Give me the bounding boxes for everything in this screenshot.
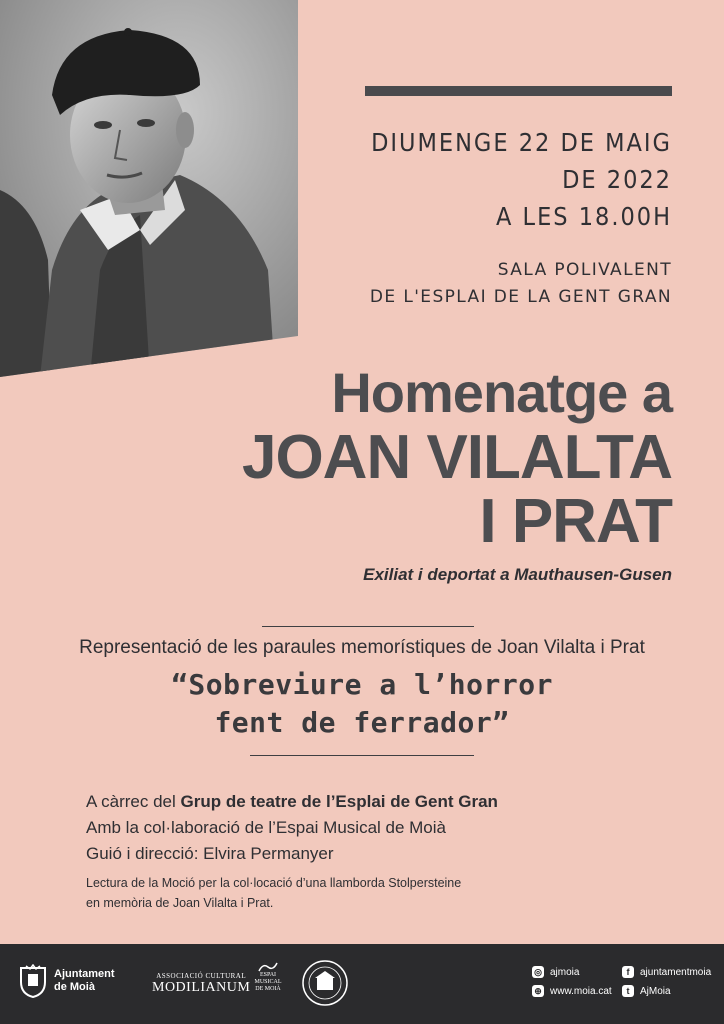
music-icon [257,962,279,972]
ajuntament-town: de Moià [54,981,95,993]
facebook-icon: f [622,966,634,978]
espai-musical-logo [252,962,284,993]
credits [86,789,498,913]
divider-line [250,755,474,756]
title-line: Homenatge a [331,361,672,424]
esplai-seal-icon [300,958,350,1008]
modilianum-name: MODILIANUM [152,980,251,995]
espai-line: DE MOIÀ [255,986,281,992]
modilianum-subtitle: ASSOCIACIÓ CULTURAL [156,972,247,980]
note-line: Lectura de la Moció per la col·locació d’una llamborda Stolpersteine [86,876,462,890]
title-line: I PRAT [479,487,672,556]
divider-line [262,626,474,627]
modilianum-logo [152,972,250,995]
time-line: A LES 18.00H [496,202,672,231]
credit-line [86,789,498,815]
quote-line: fent de ferrador” [214,706,510,739]
subtitle: Exiliat i deportat a Mauthausen-Gusen [363,565,672,584]
credit-group-name: Grup de teatre de l’Esplai de Gent Gran [180,792,498,811]
event-date [371,124,672,235]
credit-line: Amb la col·laboració de l’Espai Musical de Moià [86,818,446,837]
venue-line: DE L'ESPLAI DE LA GENT GRAN [369,287,672,307]
twitter-link[interactable] [622,985,671,997]
venue-line: SALA POLIVALENT [497,260,672,280]
ajuntament-logo [18,964,115,998]
play-title-quote [0,666,724,742]
web-url: www.moia.cat [550,985,612,997]
web-icon: ⊕ [532,985,544,997]
representation-text: Representació de les paraules memorístiques de Joan Vilalta i Prat [79,637,645,658]
date-line: DE 2022 [562,165,672,194]
facebook-link[interactable] [622,966,711,978]
twitter-handle: AjMoia [640,985,671,997]
espai-line: ESPAI [259,972,277,978]
credit-line: Guió i direcció: Elvira Permanyer [86,844,334,863]
page-title [242,360,672,554]
instagram-icon: ◎ [532,966,544,978]
coat-of-arms-icon [18,964,48,998]
footer [0,944,724,1024]
quote-line: “Sobreviure a l’horror [171,668,553,701]
instagram-handle: ajmoia [550,966,580,978]
event-venue [370,257,672,311]
note-line: en memòria de Joan Vilalta i Prat. [86,896,274,910]
title-line: JOAN VILALTA [241,423,672,492]
facebook-handle: ajuntamentmoia [640,966,712,978]
date-line: DIUMENGE 22 DE MAIG [371,128,672,157]
instagram-link[interactable] [532,966,579,978]
top-divider-bar [365,86,672,96]
motion-note [86,873,498,913]
web-link[interactable] [532,985,612,997]
credit-prefix: A càrrec del [86,792,181,811]
esplai-gent-gran-logo [300,958,350,1008]
twitter-icon: t [622,985,634,997]
espai-line: MUSICAL [254,979,282,985]
ajuntament-name: Ajuntament [54,968,115,980]
portrait-photo [0,0,298,377]
